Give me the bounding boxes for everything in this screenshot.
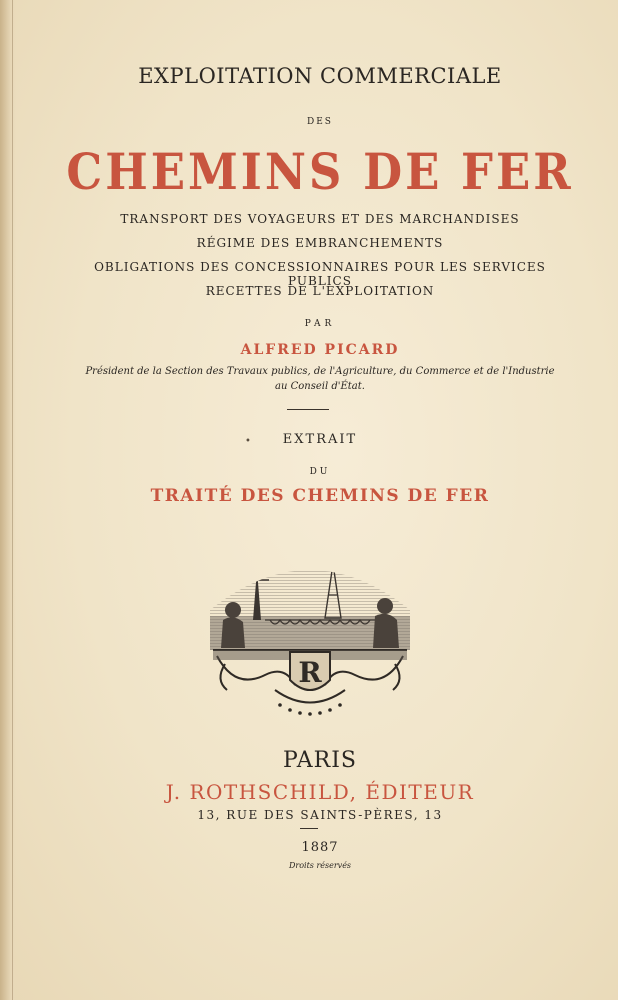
short-rule — [300, 828, 318, 829]
subtitle-obligations: OBLIGATIONS DES CONCESSIONNAIRES POUR LES SERVICES PUBLICS — [94, 260, 546, 288]
title-line-1: EXPLOITATION COMMERCIALE — [138, 64, 502, 88]
publisher: J. ROTHSCHILD, ÉDITEUR — [165, 780, 475, 804]
publisher-vignette — [205, 540, 415, 720]
author-name: ALFRED PICARD — [240, 342, 400, 358]
title-line-2: DES — [307, 117, 333, 127]
stray-mark: • — [245, 436, 251, 447]
city: PARIS — [283, 748, 357, 773]
extract-label: EXTRAIT — [282, 432, 358, 447]
author-credentials-line-1: Président de la Section des Travaux publics, de l'Agriculture, du Commerce et de l'Industrie — [85, 366, 555, 377]
subtitle-regime: RÉGIME DES EMBRANCHEMENTS — [196, 236, 444, 250]
main-title: CHEMINS DE FER — [66, 142, 574, 201]
divider-rule — [287, 409, 329, 410]
extract-of-label: DU — [309, 467, 331, 477]
by-label: PAR — [304, 319, 336, 329]
fold-line — [12, 0, 13, 1000]
subtitle-transport: TRANSPORT DES VOYAGEURS ET DES MARCHANDISES — [120, 212, 520, 226]
publisher-address: 13, RUE DES SAINTS-PÈRES, 13 — [197, 808, 443, 822]
page-edge-shadow — [0, 0, 16, 1000]
rights-notice: Droits réservés — [288, 861, 352, 870]
author-credentials-line-2: au Conseil d'État. — [275, 381, 365, 392]
source-title: TRAITÉ DES CHEMINS DE FER — [150, 486, 490, 506]
vignette-monogram: R — [298, 656, 322, 689]
subtitle-recettes: RECETTES DE L'EXPLOITATION — [205, 284, 435, 298]
publication-year: 1887 — [301, 840, 339, 855]
